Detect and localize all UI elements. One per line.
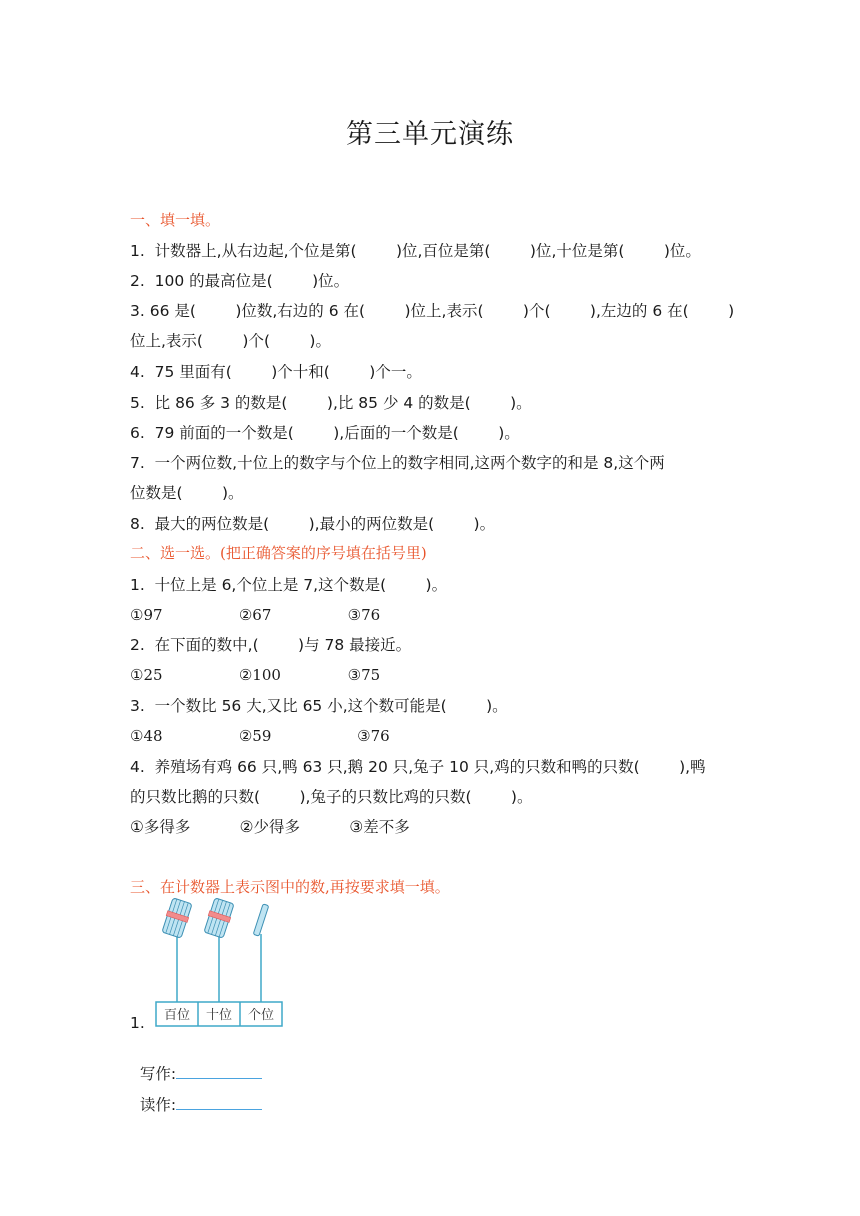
question-line: 位上,表示( )个( )。 [130, 332, 331, 350]
section-heading-2: 二、选一选。(把正确答案的序号填在括号里) [130, 544, 427, 562]
read-blank[interactable] [176, 1093, 262, 1110]
place-label-hundreds: 百位 [163, 1008, 191, 1023]
question-line: 7. 一个两位数,十位上的数字与个位上的数字相同,这两个数字的和是 8,这个两 [130, 454, 665, 472]
abacus-figure [155, 898, 285, 1030]
section-heading-3: 三、在计数器上表示图中的数,再按要求填一填。 [130, 878, 450, 896]
page-title: 第三单元演练 [346, 119, 514, 150]
place-label-tens: 十位 [205, 1008, 233, 1023]
question-line: 6. 79 前面的一个数是( ),后面的一个数是( )。 [130, 424, 520, 442]
choice-line: ①25 ②100 ③75 [130, 666, 381, 684]
stick-bundle-icon [203, 898, 235, 939]
question-line: 5. 比 86 多 3 的数是( ),比 85 少 4 的数是( )。 [130, 394, 532, 412]
question-line: 1. 计数器上,从右边起,个位是第( )位,百位是第( )位,十位是第( )位。 [130, 242, 701, 260]
question-line: 的只数比鹅的只数( ),兔子的只数比鸡的只数( )。 [130, 788, 533, 806]
choice-line: ①48 ②59 ③76 [130, 727, 390, 745]
single-stick-icon [253, 904, 269, 936]
question-line: 8. 最大的两位数是( ),最小的两位数是( )。 [130, 515, 496, 533]
choice-line: ①97 ②67 ③76 [130, 606, 381, 624]
stick-bundle-icon [161, 898, 193, 939]
question-line: 3. 一个数比 56 大,又比 65 小,这个数可能是( )。 [130, 697, 508, 715]
question-line: 1. 十位上是 6,个位上是 7,这个数是( )。 [130, 576, 448, 594]
write-label: 写作: [139, 1065, 177, 1083]
question-line: 4. 75 里面有( )个十和( )个一。 [130, 363, 422, 381]
place-label-ones: 个位 [247, 1008, 275, 1023]
question-line: 位数是( )。 [130, 484, 244, 502]
question-line: 4. 养殖场有鸡 66 只,鸭 63 只,鹅 20 只,兔子 10 只,鸡的只数和鸭的只数( ),鸭 [130, 758, 706, 776]
question-line: 2. 100 的最高位是( )位。 [130, 272, 350, 290]
read-row [130, 1073, 262, 1115]
choice-line: ①多得多 ②少得多 ③差不多 [130, 818, 410, 836]
read-label: 读作: [139, 1096, 177, 1114]
question-line: 2. 在下面的数中,( )与 78 最接近。 [130, 636, 412, 654]
question-line: 3. 66 是( )位数,右边的 6 在( )位上,表示( )个( ),左边的 6 在( ) [130, 302, 735, 320]
abacus-illustration [155, 898, 285, 1030]
section-heading-1: 一、填一填。 [130, 211, 221, 229]
question-number: 1. [130, 1014, 145, 1032]
